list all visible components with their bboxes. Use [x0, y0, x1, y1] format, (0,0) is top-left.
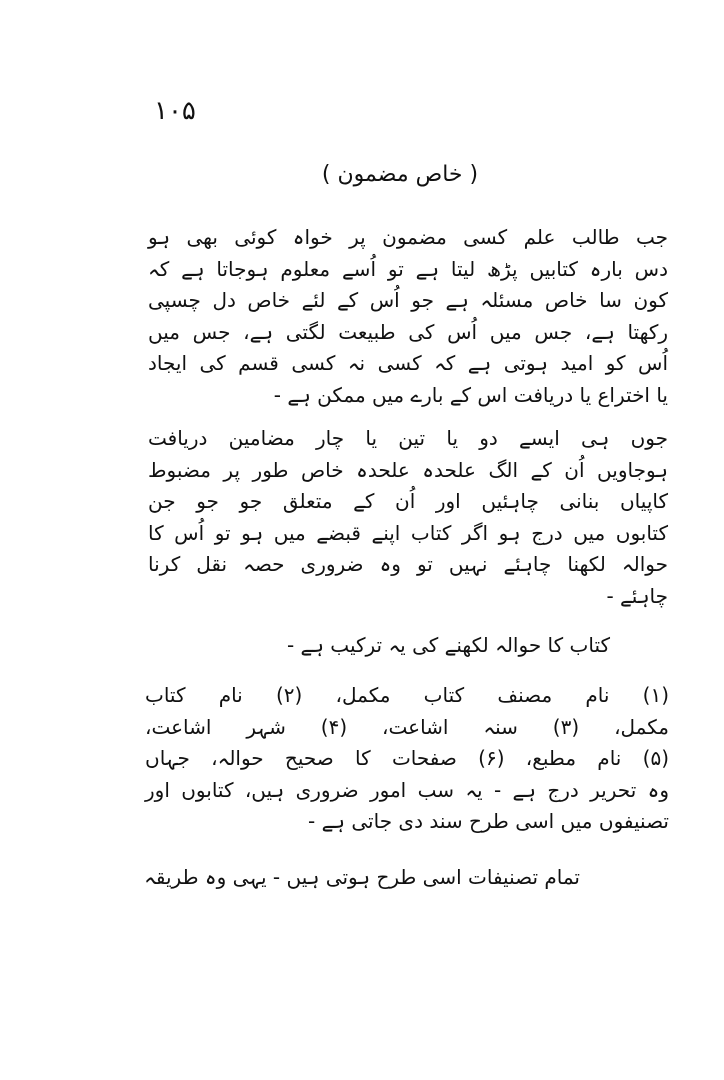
paragraph-2 — [148, 423, 668, 612]
text-line: یا اختراع یا دریافت اس کے بارے میں ممکن ہے - — [273, 382, 668, 407]
text-line: جوں ہی ایسے دو یا تین یا چار مضامین دریافت — [148, 426, 668, 450]
text-line: کتاب کا حوالہ لکھنے کی یہ ترکیب ہے - — [286, 633, 610, 657]
page-number: ۱۰۵ — [154, 96, 196, 126]
text-line: مکمل، (۳) سنہ اشاعت، (۴) شہر اشاعت، — [145, 714, 669, 739]
text-line: تصنیفوں میں اسی طرح سند دی جاتی ہے - — [308, 809, 669, 833]
text-line: ہوجاویں اُن کے الگ علحدہ علحدہ خاص طور پر مضبوط — [148, 457, 668, 482]
paragraph-4 — [145, 680, 669, 838]
text-line: (۵) نام مطبع، (۶) صفحات کا صحیح حوالہ، جہاں — [145, 746, 669, 770]
paragraph-1 — [148, 222, 668, 411]
text-line: چاہئے - — [606, 583, 668, 608]
text-line: (۱) نام مصنف کتاب مکمل، (۲) نام کتاب — [145, 683, 669, 707]
paragraph-5 — [144, 862, 580, 894]
text-line: تمام تصنیفات اسی طرح ہوتی ہیں - یہی وہ طریقہ — [144, 865, 580, 889]
text-line: کون سا خاص مسئلہ ہے جو اُس کے لئے خاص دل چسپی — [148, 288, 668, 312]
text-line: کاپیاں بنانی چاہئیں اور اُن کے متعلق جو جو جن — [148, 489, 668, 513]
section-heading: ( خاص مضمون ) — [321, 162, 479, 187]
text-line: وہ تحریر درج ہے - یہ سب امور ضروری ہیں، کتابوں اور — [145, 777, 669, 802]
text-line: جب طالب علم کسی مضمون پر خواہ کوئی بھی ہو — [148, 225, 668, 249]
text-line: رکھتا ہے، جس میں اُس کی طبیعت لگتی ہے، جس میں — [148, 319, 668, 344]
text-line: دس بارہ کتابیں پڑھ لیتا ہے تو اُسے معلوم ہوجاتا ہے کہ — [148, 256, 668, 281]
text-line: حوالہ لکھنا چاہئے نہیں تو وہ ضروری حصہ نقل کرنا — [148, 552, 668, 576]
paragraph-3 — [250, 630, 610, 662]
text-line: اُس کو امید ہوتی ہے کہ کسی نہ کسی قسم کی ایجاد — [148, 351, 668, 375]
text-line: کتابوں میں درج ہو اگر کتاب اپنے قبضے میں ہو تو اُس کا — [148, 520, 668, 545]
